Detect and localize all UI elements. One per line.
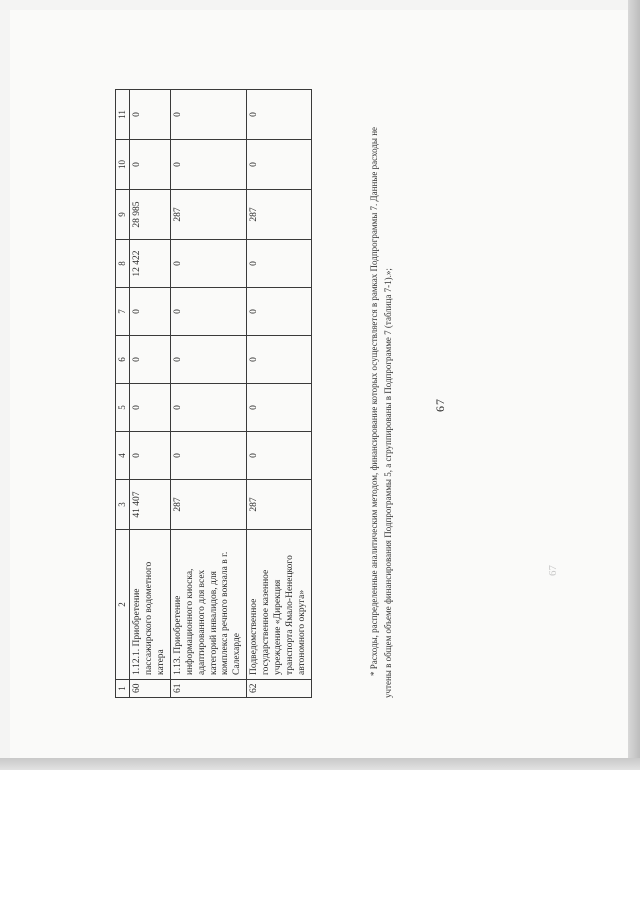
row-value: 0 <box>247 90 311 140</box>
header-cell: 2 <box>116 530 130 680</box>
header-cell: 4 <box>116 432 130 480</box>
header-cell: 8 <box>116 240 130 288</box>
financing-table <box>115 89 312 698</box>
row-value: 0 <box>130 336 171 384</box>
header-cell: 7 <box>116 288 130 336</box>
header-cell: 11 <box>116 90 130 140</box>
scan-edge-bottom <box>0 758 640 770</box>
rotated-page-content <box>20 18 620 738</box>
header-cell: 5 <box>116 384 130 432</box>
row-value: 0 <box>247 336 311 384</box>
row-value: 0 <box>247 240 311 288</box>
header-cell: 3 <box>116 480 130 530</box>
row-number: 61 <box>170 680 246 698</box>
table-row <box>130 90 171 698</box>
row-value: 0 <box>170 336 246 384</box>
row-value: 12 422 <box>130 240 171 288</box>
row-value: 0 <box>130 288 171 336</box>
row-value: 0 <box>247 384 311 432</box>
row-value: 0 <box>170 240 246 288</box>
table-row <box>170 90 246 698</box>
row-value: 0 <box>130 90 171 140</box>
table-header-row <box>116 90 130 698</box>
row-value: 287 <box>170 480 246 530</box>
row-name: Подведомственное государственное казенное учреждение «Дирекция транспорта Ямало-Ненецкого автономного округа» <box>247 530 311 680</box>
table-row <box>247 90 311 698</box>
row-number: 62 <box>247 680 311 698</box>
header-cell: 9 <box>116 190 130 240</box>
row-number: 60 <box>130 680 171 698</box>
scan-edge-right <box>628 0 640 768</box>
row-value: 0 <box>170 384 246 432</box>
row-value: 0 <box>247 432 311 480</box>
header-cell: 6 <box>116 336 130 384</box>
row-value: 0 <box>170 288 246 336</box>
row-value: 41 407 <box>130 480 171 530</box>
footnote: * Расходы, распределенные аналитическим методом, финансирование которых осуществляется в рамках Подпрограммы 7. Данные расходы не учтены в общем объеме финансирования Подпрограммы 5, а сгруппированы в Подпрограмме 7 (таблица 7-1).»; <box>369 126 393 698</box>
row-value: 0 <box>130 432 171 480</box>
row-value: 287 <box>170 190 246 240</box>
row-value: 0 <box>130 140 171 190</box>
row-name: 1.13. Приобретение информационного киоска, адаптированного для всех категорий инвалидов, для комплекса речного вокзала в г. Салехарде <box>170 530 246 680</box>
row-value: 287 <box>247 480 311 530</box>
header-cell: 10 <box>116 140 130 190</box>
row-name: 1.12.1. Приобретение пассажирского водометного катера <box>130 530 171 680</box>
row-value: 0 <box>130 384 171 432</box>
page-number: 67 <box>433 398 447 412</box>
row-value: 0 <box>247 140 311 190</box>
row-value: 28 985 <box>130 190 171 240</box>
header-cell: 1 <box>116 680 130 698</box>
row-value: 0 <box>170 90 246 140</box>
row-value: 0 <box>170 432 246 480</box>
row-value: 0 <box>170 140 246 190</box>
bleed-through-page-number: 67 <box>547 565 559 576</box>
row-value: 287 <box>247 190 311 240</box>
row-value: 0 <box>247 288 311 336</box>
